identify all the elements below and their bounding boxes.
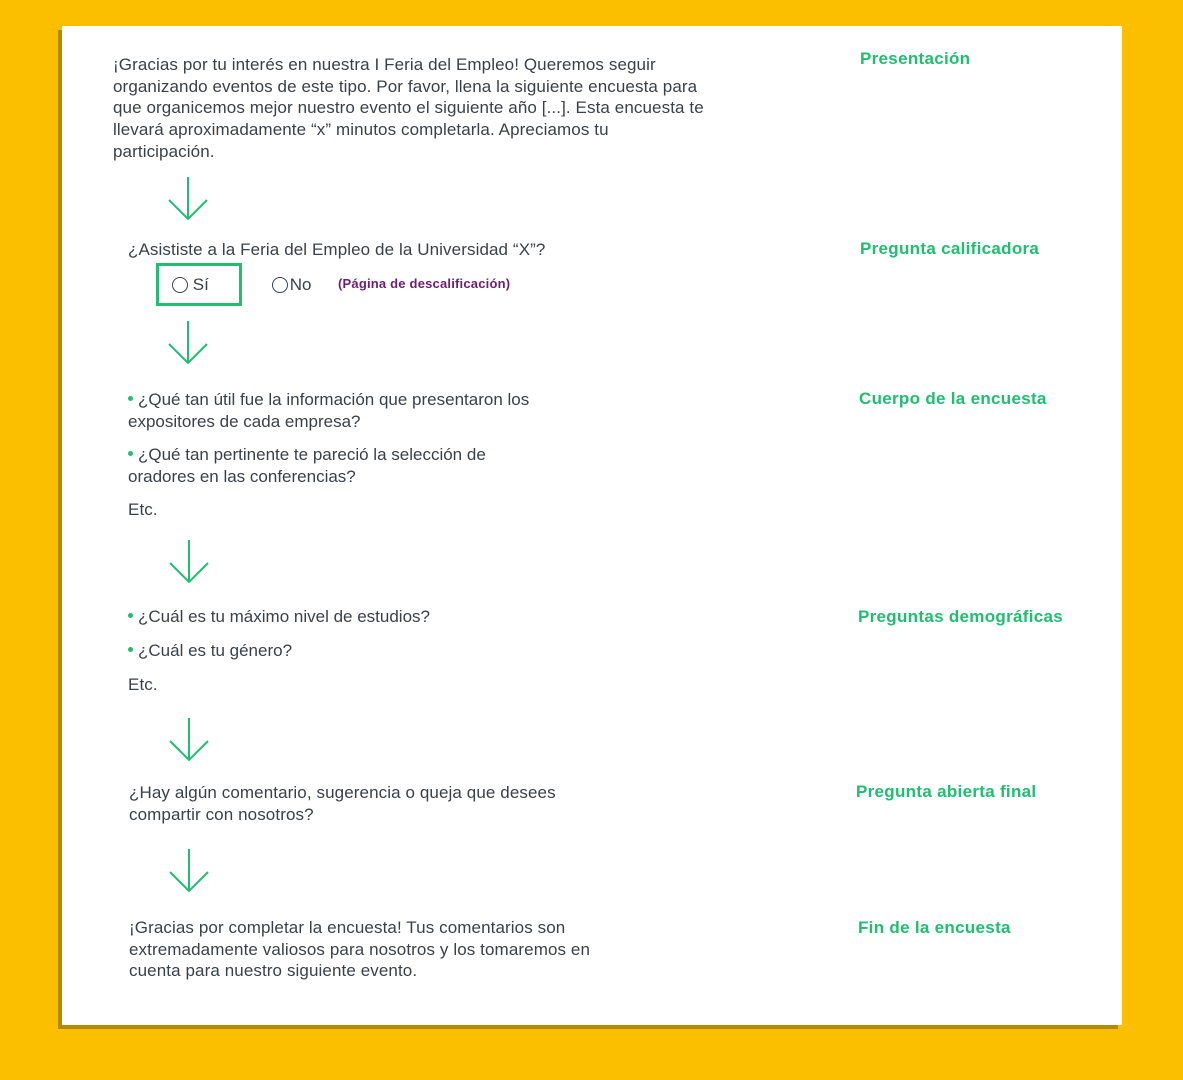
bullet-icon	[128, 451, 133, 456]
arrow-down-icon	[167, 539, 211, 585]
question-line: ¿Cuál es tu máximo nivel de estudios?	[138, 607, 430, 626]
bullet-icon	[128, 647, 133, 652]
label-pregunta-abierta-final: Pregunta abierta final	[856, 782, 1037, 801]
question-line: ¿Cuál es tu género?	[138, 641, 293, 660]
label-preguntas-demograficas: Preguntas demográficas	[858, 607, 1063, 626]
intro-line: organizando eventos de este tipo. Por favor, llena la siguiente encuesta para	[113, 76, 698, 96]
body-question-1	[128, 389, 529, 432]
screening-question: ¿Asististe a la Feria del Empleo de la Universidad “X”?	[128, 240, 546, 259]
end-text	[129, 917, 590, 982]
arrow-down-icon	[166, 320, 210, 366]
question-line: compartir con nosotros?	[129, 804, 314, 824]
label-cuerpo-encuesta: Cuerpo de la encuesta	[859, 389, 1047, 408]
open-final-question	[129, 782, 556, 825]
arrow-down-icon	[166, 176, 210, 222]
survey-flow-card	[62, 26, 1122, 1025]
question-line: ¿Qué tan útil fue la información que presentaron los	[138, 390, 530, 409]
radio-button-icon[interactable]	[172, 277, 188, 293]
intro-line: participación.	[113, 141, 215, 161]
intro-line: ¡Gracias por tu interés en nuestra I Feria del Empleo! Queremos seguir	[113, 55, 656, 74]
option-label: Sí	[192, 275, 209, 294]
bullet-icon	[128, 396, 133, 401]
disqualification-note: (Página de descalificación)	[338, 276, 511, 291]
intro-line: que organicemos mejor nuestro evento el siguiente año [...]. Esta encuesta te	[113, 98, 704, 118]
question-line: ¿Qué tan pertinente te pareció la selección de	[138, 445, 486, 464]
intro-text	[113, 54, 704, 163]
end-line: ¡Gracias por completar la encuesta! Tus comentarios son	[129, 918, 566, 937]
radio-option-no[interactable]	[272, 274, 311, 295]
body-question-2	[128, 444, 486, 487]
demographic-question-1	[128, 606, 430, 628]
label-pregunta-calificadora: Pregunta calificadora	[860, 239, 1040, 258]
question-line: ¿Hay algún comentario, sugerencia o queja que desees	[129, 783, 556, 802]
arrow-down-icon	[167, 717, 211, 763]
arrow-down-icon	[167, 848, 211, 894]
demographics-etc: Etc.	[128, 675, 158, 694]
option-label: No	[289, 275, 312, 294]
demographic-question-2	[128, 640, 292, 662]
radio-button-icon[interactable]	[272, 277, 288, 293]
end-line: cuenta para nuestro siguiente evento.	[129, 961, 418, 981]
label-presentacion: Presentación	[860, 49, 971, 68]
question-line: oradores en las conferencias?	[128, 466, 356, 486]
question-line: expositores de cada empresa?	[128, 411, 361, 431]
radio-option-si[interactable]	[172, 274, 209, 295]
bullet-icon	[128, 613, 133, 618]
body-etc: Etc.	[128, 500, 158, 519]
intro-line: llevará aproximadamente “x” minutos completarla. Apreciamos tu	[113, 120, 609, 140]
label-fin-encuesta: Fin de la encuesta	[858, 918, 1011, 937]
end-line: extremadamente valiosos para nosotros y los tomaremos en	[129, 939, 591, 959]
